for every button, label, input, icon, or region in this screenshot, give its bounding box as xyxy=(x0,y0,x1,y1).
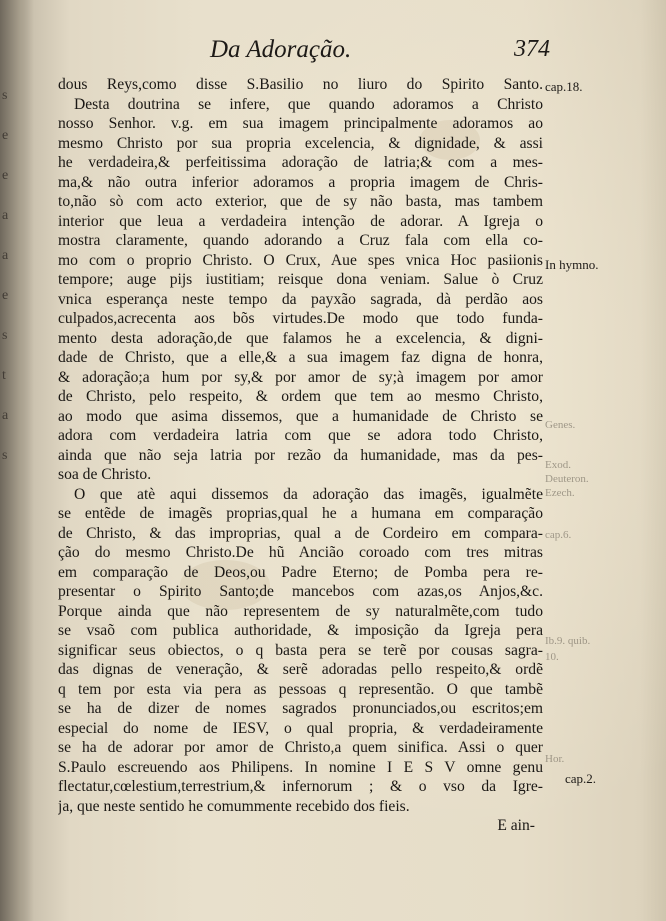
body-text xyxy=(58,75,543,836)
text-line: Desta doutrina se infere, que quando adoramos a Christo xyxy=(74,95,543,113)
running-title: Da Adoração. xyxy=(210,36,352,63)
margin-note-hymno: In hymno. xyxy=(545,257,599,272)
facing-letter: e xyxy=(2,288,9,303)
text-line: he verdadeira,& perfeitissima adoração de latria;& com a mes- xyxy=(58,154,543,171)
text-line: significar seus obiectos, o q basta pera se terẽ por cousas sagra- xyxy=(58,641,543,659)
catchword: E ain- xyxy=(497,817,535,834)
text-line: ainda que não seja latria por rezão da humanidade, mas da pes- xyxy=(58,446,543,464)
text-line: de Christo, & das improprias, qual a de Cordeiro em compara- xyxy=(58,524,543,542)
margin-note-faint: Hor. xyxy=(545,753,565,765)
text-line: das dignas de veneração, & serẽ adoradas pello respeito,& ordẽ xyxy=(58,661,543,678)
text-line: mesmo Christo por sua propria excelencia, & dignidade, & assi xyxy=(58,134,543,152)
text-line: & adoração;a hum por sy,& por amor de sy;à imagem por amor xyxy=(58,368,543,386)
text-line: se ha de adorar por amor de Christo,a quem sinifica. Assi o quer xyxy=(58,739,543,756)
facing-page-letters xyxy=(2,76,16,476)
text-line: tempore; auge pijs iustitiam; reisque dona veniam. Salue ò Cruz xyxy=(58,271,543,288)
text-line: Porque ainda que não representem de sy naturalmẽte,com tudo xyxy=(58,602,543,620)
text-line: q tem por esta via pera as pessoas q representão. O que tambẽ xyxy=(58,680,543,698)
text-line: ao modo que asima dissemos, que a humanidade de Christo se xyxy=(58,407,543,425)
text-line: nosso Senhor. v.g. em sua imagem principalmente adoramos ao xyxy=(58,115,543,132)
text-line: interior que leua a verdadeira intenção de adorar. A Igreja o xyxy=(58,212,543,230)
text-line: S.Paulo escreuendo aos Philipens. In nomine I E S V omne genu xyxy=(58,758,543,776)
page-number: 374 xyxy=(514,36,550,62)
text-line: em comparação de Deos,ou Padre Eterno; de Pomba pera re- xyxy=(58,563,543,581)
margin-note-faint: Ezech. xyxy=(545,487,575,499)
margin-note-cap2: cap.2. xyxy=(565,771,597,786)
text-line: dous Reys,como disse S.Basilio no liuro do Spirito Santo. xyxy=(58,76,543,93)
text-line: mostra claramente, quando adorando a Cruz fala com ella co- xyxy=(58,232,543,249)
facing-letter: e xyxy=(2,128,9,143)
facing-letter: a xyxy=(2,408,9,423)
text-line: ma,& não outra inferior adoramos a propria imagem de Chris- xyxy=(58,173,543,191)
margin-note-cap18: cap.18. xyxy=(545,79,583,94)
facing-letter: s xyxy=(2,448,8,463)
facing-letter: a xyxy=(2,248,9,263)
text-line: dade de Christo, que a elle,& a sua imagem faz digna de honra, xyxy=(58,349,543,366)
facing-letter: e xyxy=(2,168,9,183)
text-line: especial do nome de IESV, o qual propria, & verdadeiramente xyxy=(58,719,543,737)
facing-letter: s xyxy=(2,328,8,343)
facing-letter: t xyxy=(2,368,6,383)
text-line: mento desta adoração,de que falamos he a excelencia, & digni- xyxy=(58,329,543,347)
text-line: ção do mesmo Christo.De hũ Ancião coroado com tres mitras xyxy=(58,544,543,561)
text-line: se ha de dizer de nomes sagrados pronunciados,ou escritos;em xyxy=(58,700,543,717)
text-line: de Christo, pelo respeito, & ordem que tem ao mesmo Christo, xyxy=(58,388,543,405)
text-line: vnica esperança neste tempo da payxão sagrada, dà perdão aos xyxy=(58,290,543,308)
text-line: adora com verdadeira latria com que se adora todo Christo, xyxy=(58,427,543,444)
text-line: to,não sò com acto exterior, que de sy não basta, mas tambem xyxy=(58,193,543,210)
text-line: mo com o proprio Christo. O Crux, Aue spes vnica Hoc pasiionis xyxy=(58,251,543,269)
margin-note-faint: Genes. xyxy=(545,419,576,431)
margin-note-faint: Deuteron. xyxy=(545,473,589,485)
margin-note-faint: Ib.9. quib. xyxy=(545,635,591,647)
page-header xyxy=(60,36,550,70)
facing-letter: s xyxy=(2,88,8,103)
binding-gutter xyxy=(0,0,34,921)
margin-note-faint: 10. xyxy=(545,651,559,663)
text-line: O que atè aqui dissemos da adoração das imagẽs, igualmẽte xyxy=(74,485,543,503)
text-line: se entẽde de imagẽs proprias,qual he a humana em comparação xyxy=(58,505,543,522)
text-line: ja, que neste sentido he comummente recebido dos fieis. xyxy=(58,797,410,815)
text-line: culpados,acrecenta aos bõs virtudes.De modo que todo funda- xyxy=(58,310,543,327)
text-line: flectatur,cœlestium,terrestrium,& infernorum ; & o vso da Igre- xyxy=(58,778,543,795)
text-line: se vsaõ com publica authoridade, & imposição da Igreja pera xyxy=(58,622,543,639)
text-line: presentar o Spirito Santo;de mancebos com azas,os Anjos,&c. xyxy=(58,583,543,600)
margin-note-faint: Exod. xyxy=(545,459,571,471)
text-line: soa de Christo. xyxy=(58,466,152,483)
margin-note-faint: cap.6. xyxy=(545,529,572,541)
facing-letter: a xyxy=(2,208,9,223)
